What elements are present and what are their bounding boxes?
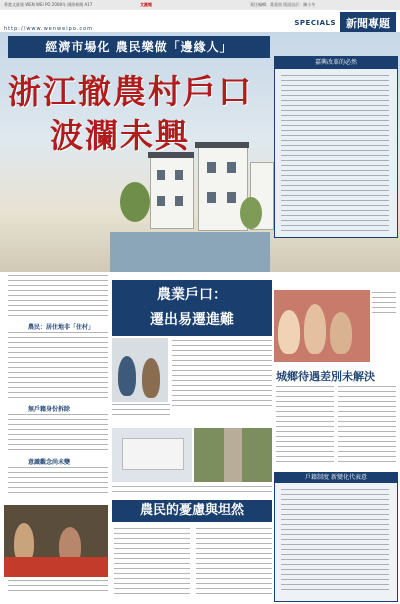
masthead-logo: 文匯報 (140, 2, 152, 7)
article-text (276, 386, 334, 466)
subhead-1: 農民：居住地非「住村」 (28, 324, 95, 331)
headline-kicker: 經濟市場化 農民樂做「邊緣人」 (8, 36, 270, 58)
photo-crowd (274, 290, 370, 362)
sidebar-title: 嘉興改革的必然 (275, 57, 397, 69)
article-text (172, 340, 272, 410)
subhead-city: 城鄉待遇差別未解決 (276, 370, 375, 383)
photo-road (194, 428, 272, 482)
photo-interior (112, 428, 192, 482)
sidebar-text (281, 489, 389, 594)
photo-caption (8, 580, 108, 595)
sidebar-bottom-title: 戶籍制度 新變化代表意 (275, 473, 397, 483)
subhead-2: 無戶籍身份拆除 (28, 406, 71, 413)
tree (240, 197, 262, 229)
editor-credits: 責任編輯：葉嘉茵 版面設計：陳小冬 (250, 2, 316, 7)
masthead-info: 香港文匯報 WEN WEI PO 2008年 國際新聞 A17 (4, 2, 93, 7)
photo-caption (112, 486, 272, 496)
photo-caption (112, 404, 170, 419)
market-photo (4, 505, 108, 577)
sidebar-text (281, 75, 389, 235)
banner-farmer-concerns: 農民的憂慮與坦然 (112, 500, 272, 522)
article-text (8, 467, 108, 497)
section-english: SPECIALS (294, 19, 336, 27)
website-url[interactable]: http://www.wenweipo.com (4, 26, 94, 32)
sidebar-box-top (274, 56, 398, 238)
intro-text (8, 275, 108, 320)
article-text (338, 386, 396, 466)
article-text (8, 332, 108, 402)
headline-main: 浙江撤農村戶口 (8, 72, 253, 111)
subhead-3: 意識觀念尚未變 (28, 459, 71, 466)
photo-villagers (112, 338, 168, 402)
tree (120, 182, 150, 222)
banner-farm-hukou (112, 280, 272, 336)
top-bar (0, 0, 400, 10)
article-text (196, 528, 272, 598)
section-chinese: 新聞專題 (340, 12, 396, 34)
article-text (8, 414, 108, 454)
banner-line-1: 農業戶口： (157, 287, 227, 303)
article-text (114, 528, 190, 598)
river (110, 232, 270, 272)
sidebar-box-bottom (274, 472, 398, 602)
hero-photo (0, 32, 400, 272)
village-house (150, 157, 194, 229)
photo-caption (372, 292, 396, 317)
banner-line-2: 遷出易遷進難 (150, 312, 234, 328)
headline-sub: 波瀾未興 (50, 116, 190, 155)
